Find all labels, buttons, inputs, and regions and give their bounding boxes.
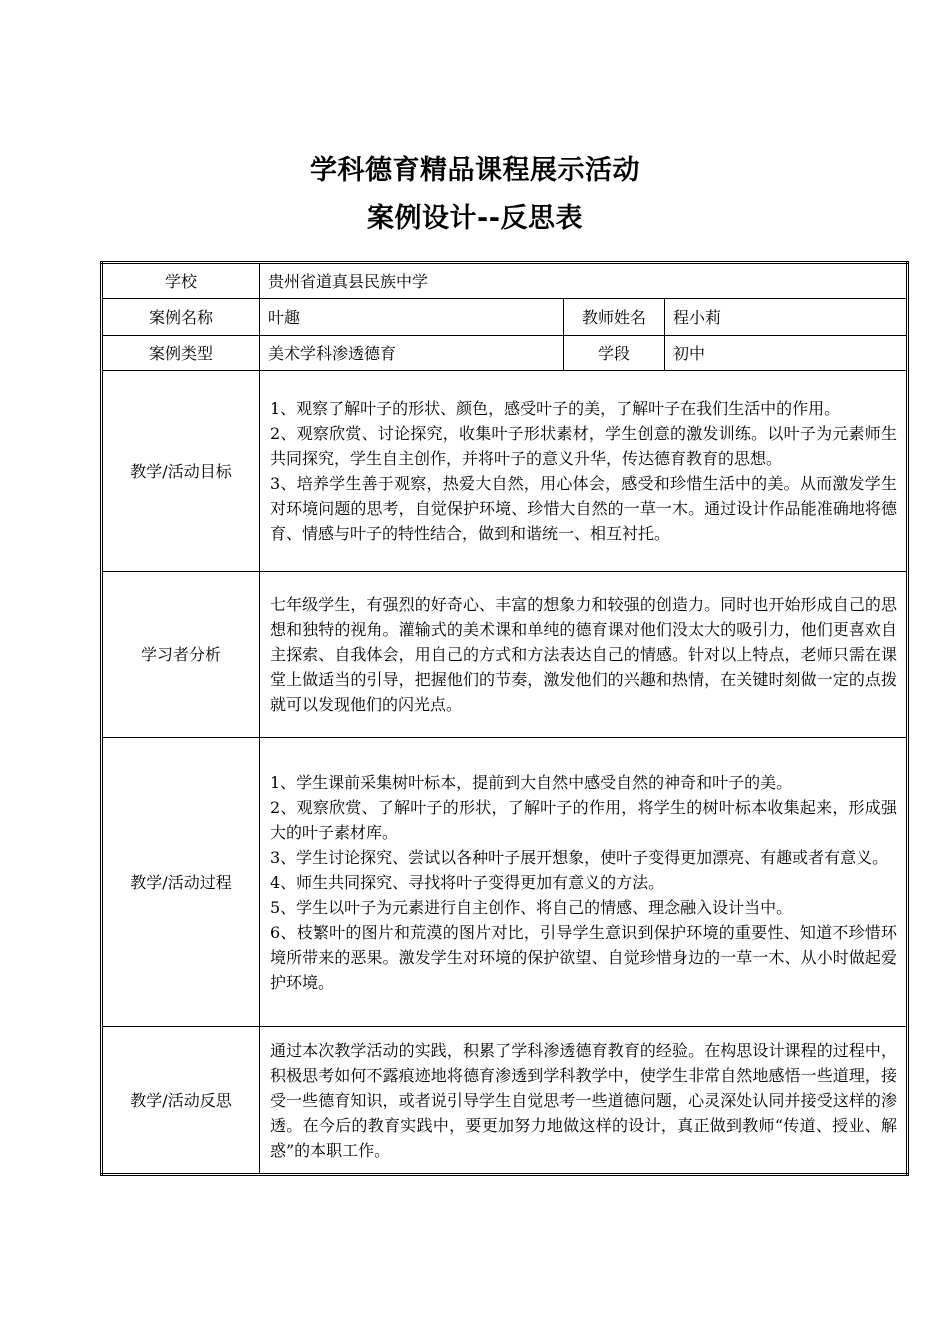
process-item: 5、学生以叶子为元素进行自主创作、将自己的情感、理念融入设计当中。 — [270, 897, 793, 917]
row-case-type — [102, 336, 908, 371]
row-process — [102, 738, 908, 1027]
stage-value: 初中 — [665, 336, 908, 371]
objectives-content — [260, 371, 908, 572]
school-value: 贵州省道真县民族中学 — [260, 263, 908, 299]
process-item: 6、枝繁叶的图片和荒漠的图片对比，引导学生意识到保护环境的重要性、知道不珍惜环境所带来的恶果。激发学生对环境的保护欲望、自觉珍惜身边的一草一木、从小时做起爱护环境。 — [270, 922, 898, 992]
row-objectives — [102, 371, 908, 572]
case-name-value: 叶趣 — [260, 299, 564, 336]
case-name-label: 案例名称 — [102, 299, 260, 336]
teacher-name-value: 程小莉 — [665, 299, 908, 336]
learner-analysis-content — [260, 572, 908, 738]
learner-analysis-text: 七年级学生，有强烈的好奇心、丰富的想象力和较强的创造力。同时也开始形成自己的思想和独特的视角。灌输式的美术课和单纯的德育课对他们没太大的吸引力，他们更喜欢自主探索、自我体会，用自己的方式和方法表达自己的情感。针对以上特点，老师只需在课堂上做适当的引导，把握他们的节奏，激发他们的兴趣和热情，在关键时刻做一定的点拨就可以发现他们的闪光点。 — [270, 595, 898, 714]
process-label: 教学/活动过程 — [102, 738, 260, 1027]
process-item: 1、学生课前采集树叶标本，提前到大自然中感受自然的神奇和叶子的美。 — [270, 772, 793, 792]
objectives-label: 教学/活动目标 — [102, 371, 260, 572]
reflection-text: 通过本次教学活动的实践，积累了学科渗透德育教育的经验。在构思设计课程的过程中，积极思考如何不露痕迹地将德育渗透到学科教学中，使学生非常自然地感悟一些道理，接受一些德育知识，或者说引导学生自觉思考一些道德问题，心灵深处认同并接受这样的渗透。在今后的教育实践中，要更加努力地做这样的设计，真正做到教师“传道、授业、解惑”的本职工作。 — [270, 1040, 898, 1160]
process-item: 3、学生讨论探究、尝试以各种叶子展开想象，使叶子变得更加漂亮、有趣或者有意义。 — [270, 847, 889, 867]
stage-label: 学段 — [564, 336, 665, 371]
row-learner-analysis — [102, 572, 908, 738]
row-school — [102, 263, 908, 299]
row-case-name — [102, 299, 908, 336]
objectives-item: 2、观察欣赏、讨论探究，收集叶子形状素材，学生创意的激发训练。以叶子为元素师生共同探究，学生自主创作，并将叶子的意义升华，传达德育教育的思想。 — [270, 424, 898, 468]
teacher-name-label: 教师姓名 — [564, 299, 665, 336]
reflection-label: 教学/活动反思 — [102, 1027, 260, 1175]
case-design-form — [100, 261, 909, 1176]
learner-analysis-label: 学习者分析 — [102, 572, 260, 738]
case-type-value: 美术学科渗透德育 — [260, 336, 564, 371]
objectives-item: 3、培养学生善于观察，热爱大自然，用心体会，感受和珍惜生活中的美。从而激发学生对环境问题的思考，自觉保护环境、珍惜大自然的一草一木。通过设计作品能准确地将德育、情感与叶子的特性结合，做到和谐统一、相互衬托。 — [270, 474, 898, 543]
process-item: 4、师生共同探究、寻找将叶子变得更加有意义的方法。 — [270, 872, 665, 892]
case-type-label: 案例类型 — [102, 336, 260, 371]
objectives-item: 1、观察了解叶子的形状、颜色，感受叶子的美，了解叶子在我们生活中的作用。 — [270, 399, 841, 418]
document-subtitle: 案例设计--反思表 — [367, 203, 583, 234]
document-title: 学科德育精品课程展示活动 — [310, 155, 640, 186]
process-content — [260, 738, 908, 1027]
process-item: 2、观察欣赏、了解叶子的形状，了解叶子的作用，将学生的树叶标本收集起来，形成强大的叶子素材库。 — [270, 797, 898, 842]
reflection-content — [260, 1027, 908, 1175]
school-label: 学校 — [102, 263, 260, 299]
row-reflection — [102, 1027, 908, 1175]
